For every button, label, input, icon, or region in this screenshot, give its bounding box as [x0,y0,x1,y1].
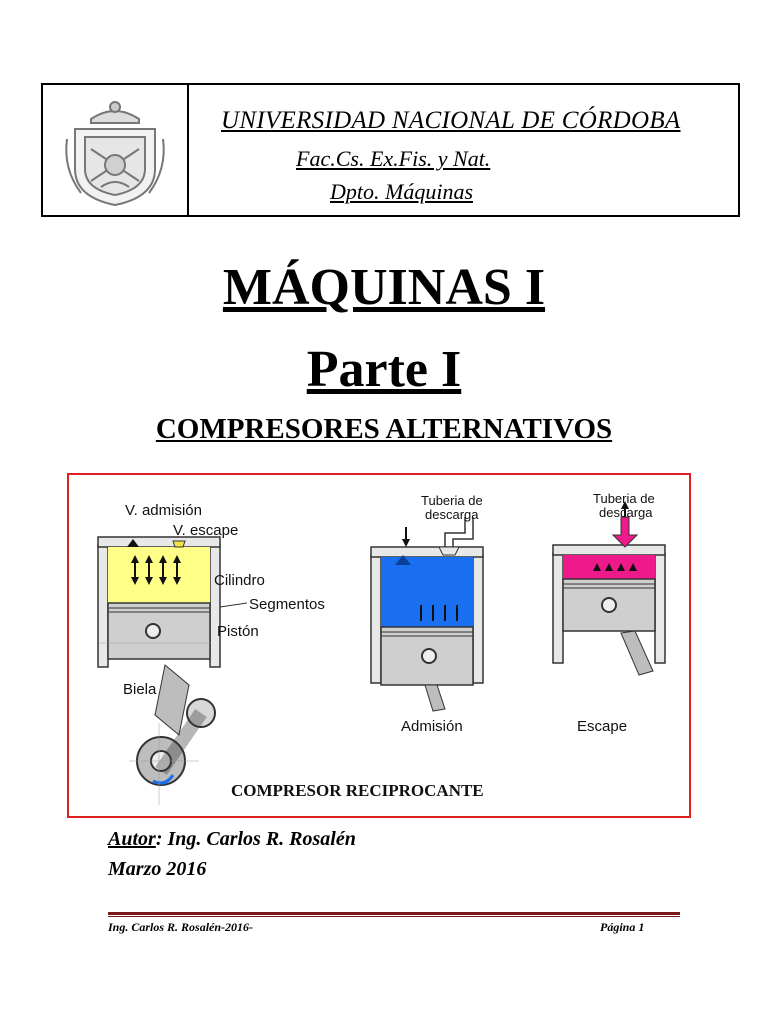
label-tuberia-2a: Tuberia de [593,491,655,506]
label-v-admision: V. admisión [125,502,202,519]
label-v-escape: V. escape [173,522,239,539]
label-admision: Admisión [401,718,463,735]
part-title: Parte I [306,341,462,398]
university-seal-icon [61,89,169,211]
exhaust-valve-icon [173,541,185,547]
faculty-name: Fac.Cs. Ex.Fis. y Nat. [296,146,491,171]
author-name: : Ing. Carlos R. Rosalén [155,828,356,850]
main-title: MÁQUINAS I [222,259,546,316]
figure-caption: COMPRESOR RECIPROCANTE [231,781,484,800]
footer-author: Ing. Carlos R. Rosalén-2016- [108,920,254,934]
label-segmentos: Segmentos [249,596,325,613]
label-tuberia-2b: descarga [599,505,653,520]
label-piston: Pistón [217,623,259,640]
label-cilindro: Cilindro [214,572,265,589]
footer-divider [108,912,680,915]
label-tuberia-1b: descarga [425,507,479,522]
label-tuberia-1a: Tuberia de [421,493,483,508]
cylinder-exhaust [553,501,665,675]
department-name: Dpto. Máquinas [330,179,473,204]
page-number: Página 1 [600,920,645,934]
university-name: UNIVERSIDAD NACIONAL DE CÓRDOBA [221,107,681,134]
author-line [108,828,356,851]
intake-gas [381,557,473,627]
footer-divider-thin [108,916,680,917]
cylinder-intake [371,517,483,711]
publication-date: Marzo 2016 [108,858,207,880]
logo-cell [43,85,189,215]
header-box [41,83,740,217]
compressor-diagram [69,475,689,816]
label-escape: Escape [577,718,628,735]
cylinder-compression [98,537,220,805]
author-label: Autor [108,828,156,850]
compressor-figure [67,473,691,818]
subtitle: COMPRESORES ALTERNATIVOS [155,413,613,445]
label-biela: Biela [123,681,157,698]
compressed-gas [108,547,210,603]
